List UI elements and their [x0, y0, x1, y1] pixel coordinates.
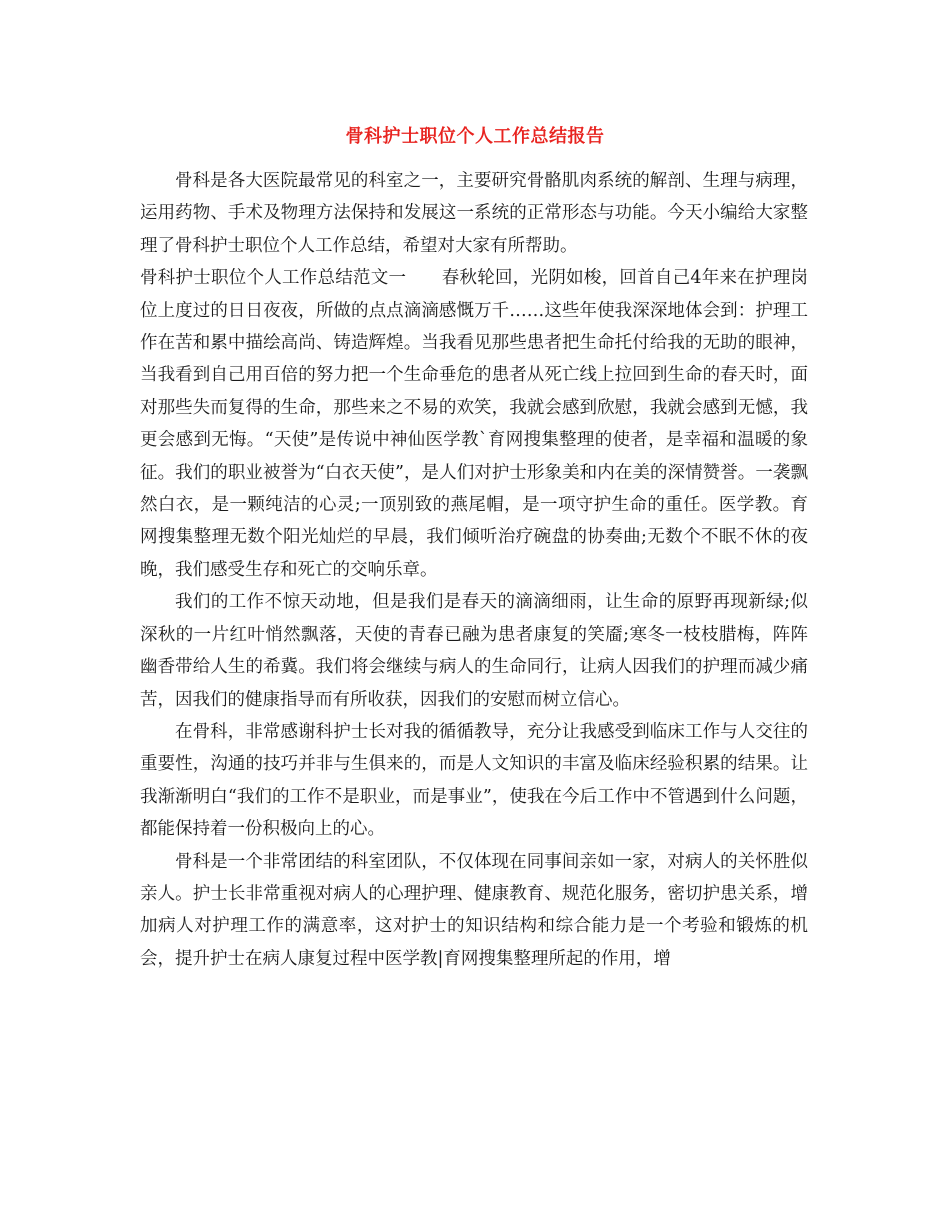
paragraph-sample-one: 骨科护士职位个人工作总结范文一 春秋轮回，光阴如梭，回首自己4年来在护理岗位上度过的日日夜夜，所做的点点滴滴感慨万千……这些年使我深深地体会到：护理工作在苦和累中描绘高尚、铸造辉煌。当我看见那些患者把生命托付给我的无助的眼神，当我看到自己用百倍的努力把一个生命垂危的患者从死亡线上拉回到生命的春天时，面对那些失而复得的生命，那些来之不易的欢笑，我就会感到欣慰，我就会感到无憾，我更会感到无悔。“天使”是传说中神仙医学教`育网搜集整理的使者，是幸福和温暖的象征。我们的职业被誉为“白衣天使”，是人们对护士形象美和内在美的深情赞誉。一袭飘然白衣，是一颗纯洁的心灵;一顶别致的燕尾帽，是一项守护生命的重任。医学教。育网搜集整理无数个阳光灿烂的早晨，我们倾听治疗碗盘的协奏曲;无数个不眠不休的夜晚，我们感受生存和死亡的交响乐章。: [140, 268, 808, 580]
paragraph-work-nature: 我们的工作不惊天动地，但是我们是春天的滴滴细雨，让生命的原野再现新绿;似深秋的一片红叶悄然飘落，天使的青春已融为患者康复的笑靥;寒冬一枝枝腊梅，阵阵幽香带给人生的希冀。我们将会继续与病人的生命同行，让病人因我们的护理而减少痛苦，因我们的健康指导而有所收获，因我们的安慰而树立信心。: [140, 592, 808, 710]
paragraph-gratitude: 在骨科，非常感谢科护士长对我的循循教导，充分让我感受到临床工作与人交往的重要性，沟通的技巧并非与生俱来的，而是人文知识的丰富及临床经验积累的结果。让我渐渐明白“我们的工作不是职业，而是事业”，使我在今后工作中不管遇到什么问题，都能保持着一份积极向上的心。: [140, 721, 808, 840]
document-body: [140, 165, 808, 975]
paragraph-team: 骨科是一个非常团结的科室团队，不仅体现在同事间亲如一家，对病人的关怀胜似亲人。护士长非常重视对病人的心理护理、健康教育、规范化服务，密切护患关系，增加病人对护理工作的满意率，这对护士的知识结构和综合能力是一个考验和锻炼的机会，提升护士在病人康复过程中医学教|育网搜集整理所起的作用，增: [140, 851, 808, 969]
paragraph-intro: 骨科是各大医院最常见的科室之一，主要研究骨骼肌肉系统的解剖、生理与病理，运用药物、手术及物理方法保持和发展这一系统的正常形态与功能。今天小编给大家整理了骨科护士职位个人工作总结，希望对大家有所帮助。: [140, 171, 808, 256]
document-title: 骨科护士职位个人工作总结报告: [345, 126, 605, 147]
